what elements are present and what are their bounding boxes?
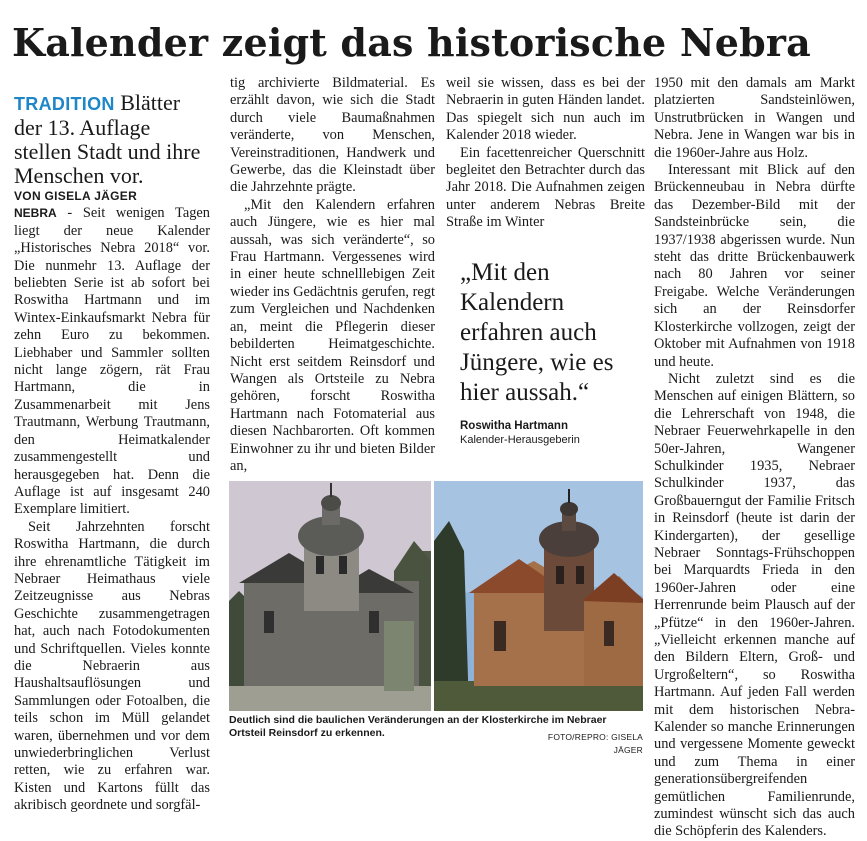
paragraph: tig archivierte Bildmaterial. Es erzählt davon, wie sich die Stadt durch viele Baumaßnahmen veränderte, von Menschen, Vereinstraditionen, Handwerk und Gewerbe, das die Kleinstadt über die Jahrzehnte prägte. bbox=[230, 75, 435, 196]
paragraph: Nicht zuletzt sind es die Menschen auf einigen Blättern, so die Lehrerschaft von 1948, die Nebraer Feuerwehrkapelle in den 50er-Jahren, Wangener Schulkinder 1935, Nebraer Schulkinder 1937, das Großbauerngut der Familie Fritsch in Reinsdorf (heute ist darin der Kindergarten), der gesellige Nebraer Sonntags-Frühschoppen bei Marquardts Frieda in den 1960er-Jahren oder eine Herrenrunde beim Plausch auf der „Pfütze“ in den 1960er-Jahren. „Vielleicht erkennen manche auf den Bildern Eltern, Groß- und Urgroßeltern“, so Roswitha Hartmann. Auf jeden Fall werden mit dem historischen Nebra-Kalender so manche Erinnerungen und vergessene Momente geweckt und zum Thema in einer generationsübergreifenden gemütlichen Familienrunde, zumindest wünscht sich das auch die Schöpferin des Kalenders. bbox=[654, 370, 855, 840]
kicker-text: Blätter der 13. Auflage stellen Stadt und ihre Menschen vor. bbox=[14, 90, 201, 188]
article-column-3 bbox=[446, 75, 645, 232]
dateline: NEBRA bbox=[14, 206, 57, 221]
byline: VON GISELA JÄGER bbox=[14, 189, 138, 203]
paragraph: Interessant mit Blick auf den Brückenneubau in Nebra dürfte das Dezember-Bild mit der Sandsteinbrücke sein, die 1937/1938 abgerissen wurde. Nun steht das dritte Brückenbauwerk nach 80 Jahren vor seiner Freigabe. Welche Veränderungen sich an der Reinsdorfer Klosterkirche vollzogen, zeigt der Oktober mit Aufnahmen von 1918 und heute. bbox=[654, 162, 855, 370]
paragraph: Ein facettenreicher Querschnitt begleitet den Betrachter durch das Jahr 2018. Die Aufnahmen zeigen unter anderem Nebras Breite Straße im Winter bbox=[446, 144, 645, 231]
paragraph-text: - Seit wenigen Tagen liegt der neue Kalender „Historisches Nebra 2018“ vor. Die nunmehr 13. Auflage der beliebten Serie ist ab sofort bei Roswitha Hartmann und im Wintex-Einkaufsmarkt Nebra für zehn Euro zu bekommen. Liebhaber und Sammler sollten nicht lange zögern, rät Frau Hartmann, die in Zusammenarbeit mit Jens Trautmann, Werbung Trautmann, den Heimatkalender zusammengestellt und herausgegeben hat. Denn die Auflage ist auf insgesamt 240 Exemplare limitiert. bbox=[14, 205, 210, 518]
paragraph: 1950 mit den damals am Markt platzierten Sandsteinlöwen, Unstrutbrücken in Wangen und Nebra. Jene in Wangen war bis in die 1960er-Jahre aus Holz. bbox=[654, 75, 855, 161]
church-historic-photo bbox=[229, 481, 431, 711]
paragraph: Seit Jahrzehnten forscht Roswitha Hartmann, die durch ihre ehrenamtliche Tätigkeit im Nebraer Heimathaus viele Zeitzeugnisse aus Nebras Geschichte zusammengetragen hat, auch nach Fotodokumenten und Schriftquellen. Vieles konnte die Nebraerin aus Haushaltsauflösungen und Sammlungen oder Fotoalben, die teils schon im Müll gelandet waren, übernehmen und vor dem unwiederbringlichen Verlust retten, wie zu erfahren war. Kisten und Kartons füllt das akribisch geordnete und sorgfäl- bbox=[14, 518, 210, 814]
paragraph: weil sie wissen, dass es bei der Nebraerin in guten Händen landet. Das spiegelt sich nun auch im Kalender 2018 wieder. bbox=[446, 75, 645, 144]
headline: Kalender zeigt das historische Nebra bbox=[12, 20, 811, 65]
kicker-tag: TRADITION bbox=[14, 94, 115, 114]
pull-quote bbox=[460, 258, 645, 446]
pull-quote-text: „Mit den Kalendern erfahren auch Jüngere, wie es hier aussah.“ bbox=[460, 259, 614, 406]
paragraph bbox=[14, 205, 210, 518]
article-column-1 bbox=[14, 91, 210, 815]
paragraph: „Mit den Kalendern erfahren auch Jüngere, wie es hier mal aussah, was sich veränderte“, so Frau Hartmann. Vergessenes wird in einer heute schnelllebigen Zeit wieder ins Gedächtnis gerufen, regt zum Vergleichen und Nachdenken an, meint die Pflegerin dieser bebilderten Heimatgeschichte. Nicht erst seitdem Reinsdorf und Wangen als Ortsteile zu Nebra gehören, forscht Roswitha Hartmann nach Fotomaterial aus diesen Nachbarorten. Oft kommen Einwohner zu ihr und bieten Bilder an, bbox=[230, 196, 435, 474]
church-modern-photo bbox=[434, 481, 643, 711]
pull-quote-role: Kalender-Herausgeberin bbox=[460, 434, 580, 446]
photo-caption: Deutlich sind die baulichen Veränderungen an der Klosterkirche im Nebraer Ortsteil Reinsdorf zu erkennen. bbox=[229, 714, 607, 739]
photo-credit: FOTO/REPRO: GISELA JÄGER bbox=[547, 732, 643, 755]
article-column-2 bbox=[230, 75, 435, 475]
article-column-4 bbox=[654, 75, 855, 841]
pull-quote-author: Roswitha Hartmann bbox=[460, 420, 568, 432]
kicker bbox=[14, 91, 210, 188]
